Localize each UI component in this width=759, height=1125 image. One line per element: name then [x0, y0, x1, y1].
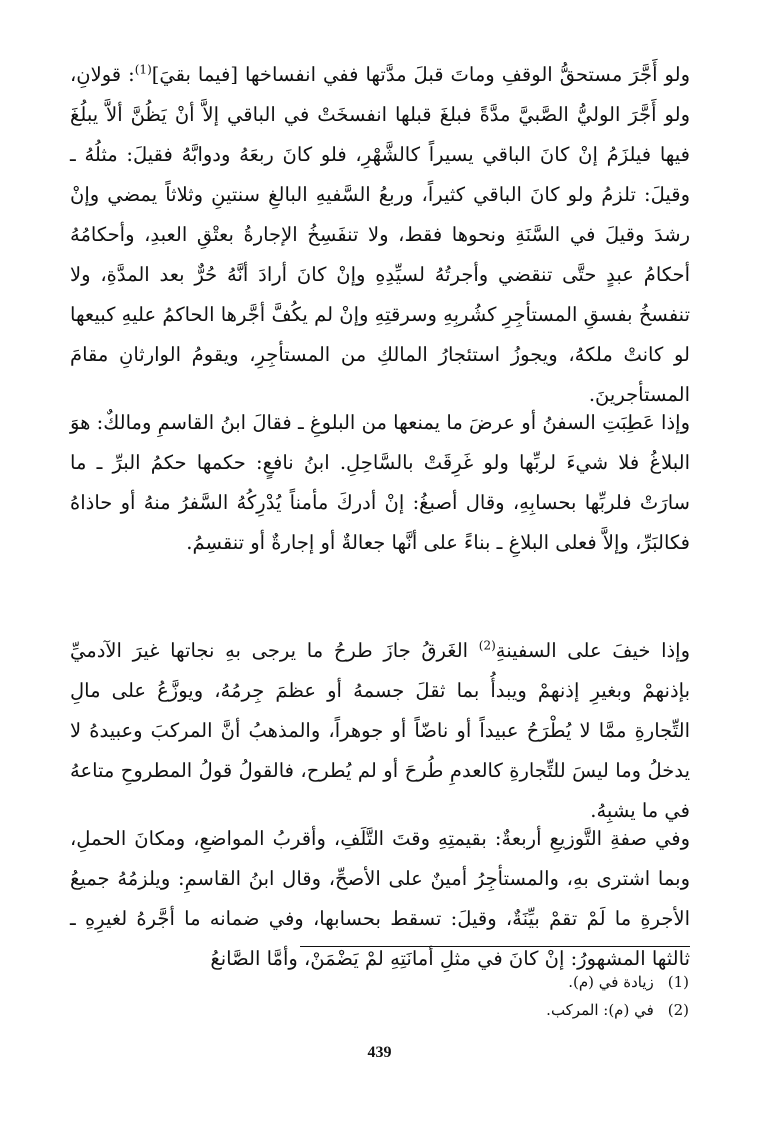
paragraph-lease-termination — [70, 55, 690, 406]
footnote-divider — [300, 946, 690, 947]
paragraph-text: ولو أَجَّرَ مستحقُّ الوقفِ وماتَ قبلَ مدَّتها ففي انفساخها [فيما بقيَ] — [151, 63, 690, 86]
paragraph-text: : قولانِ، ولو أَجَّرَ الوليُّ الصَّبيَّ مدَّةً فبلغَ قبلها انفسخَتْ في الباقي إلاَّ أنْ يَظُنَّ ألاَّ يبلُغَ فيها فيلزَمُ إنْ كانَ الباقي يسيراً كالشَّهْرِ، فلو كانَ ربعَهُ ودوابَّهُ فقيلَ: مثلُهُ ـ وقيلَ: تلزمُ ولو كانَ الباقي كثيراً، وربعُ السَّفيهِ البالغِ سنتينِ وثلاثاً يمضي وإنْ رشدَ وقيلَ في السَّنَةِ ونحوها فقط، ولا تنفَسِخُ الإجارةُ بعتْقِ العبدِ، وأحكامُهُ أحكامُ عبدٍ حتَّى تنقضي وأجرتُهُ لسيِّدِهِ وإنْ كانَ أرادَ أنَّهُ حُرٌّ بعد المدَّةِ، ولا تنفسخُ بفسقِ المستأجِرِ كشُربِهِ وسرقتِهِ وإنْ لم يكُفَّ أجَّرها الحاكمُ عليهِ كبيعها لو كانتْ ملكهُ، ويجوزُ استئجارُ المالكِ من المستأجِرِ، ويقومُ الوارثانِ مقامَ المستأجرينَ. — [70, 63, 690, 406]
footnote-number: (1) — [667, 973, 689, 991]
paragraph-text: وفي صفةِ التَّوزيعِ أربعةٌ: بقيمتِهِ وقتَ التَّلَفِ، وأقربُ المواضعِ، ومكانَ الحملِ، وبما اشترى بهِ، والمستأجِرُ أمينٌ على الأصحِّ، وقال ابنُ القاسمِ: ويلزمُهُ جميعُ الأجرةِ ما لَمْ تقمْ بيِّنَةٌ، وقيلَ: تسقط بحسابها، وفي ضمانه ما أجَّرهُ لغيرِهِ ـ ثالثها المشهورُ: إنْ كانَ في مثلِ أمانَتِهِ لمْ يَضْمَنْ، وأمَّا الصَّانعُ — [70, 827, 690, 970]
paragraph-jettison — [70, 631, 691, 822]
footnote-item — [546, 996, 689, 1024]
footnote-marker: (2) — [478, 638, 496, 653]
paragraph-text: الغَرقُ جازَ طرحُ ما يرجى بهِ نجاتها غيرَ الآدميِّ بإذنهمْ وبغيرِ إذنهمْ ويبدأُ بما ثقلَ جسمهُ أو عظمَ جِرمُهُ، ويوزَّعُ على مالِ التِّجارةِ ممَّا لا يُطْرَحُ عبيداً أو ناضّاً أو جوهراً، والمذهبُ أنَّ المركبَ وعبيدهُ لا يدخلُ وما ليسَ للتِّجارةِ كالعدمِ طُرحَ أو لم يُطرح، فالقولُ قولُ المطروحِ متاعهُ في ما يشبِهُ. — [70, 639, 690, 822]
footnote-text: زيادة في (م). — [568, 973, 654, 991]
footnote-number: (2) — [667, 1001, 689, 1019]
paragraph-text: وإذا عَطِبَتِ السفنُ أو عرضَ ما يمنعها من البلوغِ ـ فقالَ ابنُ القاسمِ ومالكٌ: هوَ البلاغُ فلا شيءَ لربِّها ولو غَرِقَتْ بالسَّاحِلِ. ابنُ نافعٍ: حكمها حكمُ البرِّ ـ ما سارَتْ فلربِّها بحسابِهِ، وقال أصبغُ: إنْ أدركَ مأمناً يُدْرِكُهُ السَّفرُ منهُ أو حاذاهُ فكالبَرِّ، وإلاَّ فعلى البلاغِ ـ بناءً على أنَّها جعالةٌ أو إجارةٌ أو تنقسِمُ. — [70, 411, 690, 554]
paragraph-text: وإذا خيفَ على السفينةِ — [495, 639, 691, 662]
footnote-marker: (1) — [134, 62, 152, 77]
page-number: 439 — [367, 1044, 392, 1061]
main-text — [70, 55, 690, 989]
footnote-text: في (م): المركب. — [546, 1001, 654, 1019]
paragraph-distribution — [70, 819, 690, 989]
paragraph-ships — [70, 403, 690, 613]
footnotes — [546, 968, 689, 1024]
footnote-item — [546, 968, 689, 996]
